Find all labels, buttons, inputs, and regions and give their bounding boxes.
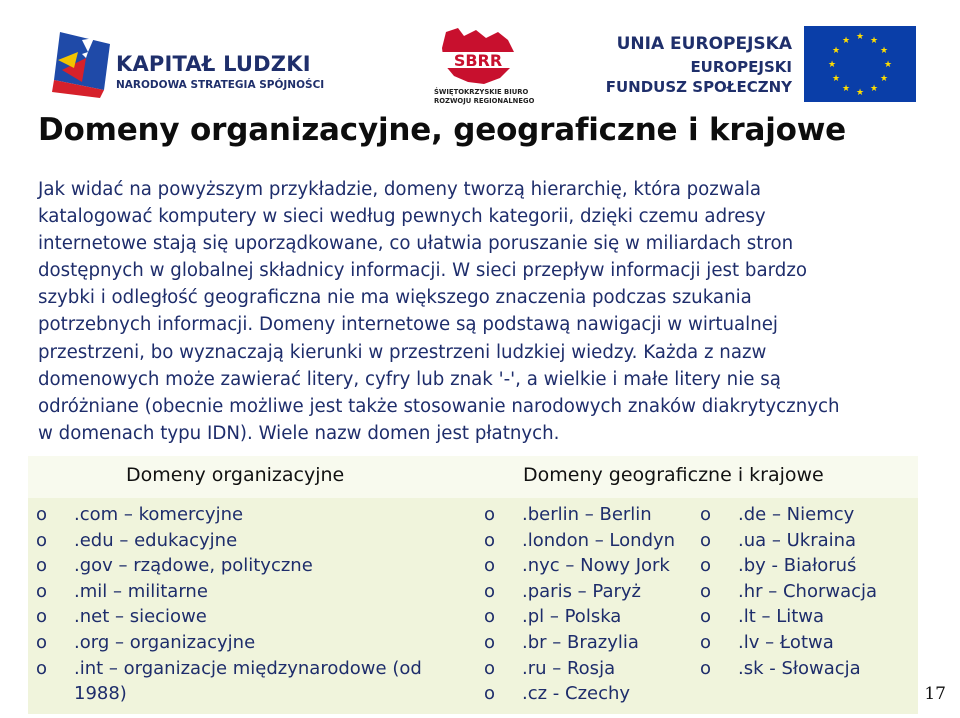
paragraph-line: odróżniane (obecnie możliwe jest także stosowanie narodowych znaków diakrytycznych [38,395,840,417]
bullet-icon: o [700,555,712,577]
list-item [700,579,877,605]
svg-text:★: ★ [879,46,889,56]
list-item [484,579,675,605]
bullet-icon: o [36,580,48,602]
list-item [700,604,877,630]
list-item-text: .ua – Ukraina [738,529,857,551]
header-geographic: Domeny geograficzne i krajowe [523,464,824,486]
bullet-icon: o [700,631,712,653]
list-item-text: .ru – Rosja [522,657,616,679]
bullet-icon: o [484,580,496,602]
table-header-row [28,456,918,498]
body-paragraph [38,176,938,447]
page-title: Domeny organizacyjne, geograficzne i krajowe [38,112,847,148]
bullet-icon: o [700,580,712,602]
list-item [484,553,675,579]
list-item-text: .gov – rządowe, polityczne [74,555,313,577]
paragraph-line: internetowe stają się uporządkowane, co ułatwia poruszanie się w miliardach stron [38,233,794,255]
paragraph-line: dostępnych w globalnej składnicy informacji. W sieci przepływ informacji jest bardzo [38,260,807,282]
list-item-text: .nyc – Nowy Jork [522,555,670,577]
bullet-icon: o [484,529,496,551]
kl-title: KAPITAŁ LUDZKI [116,52,311,76]
list-item [700,630,877,656]
paragraph-line: szybki i odległość geograficzna nie ma większego znaczenia podczas szukania [38,287,752,309]
bullet-icon: o [484,606,496,628]
list-item-text: .berlin – Berlin [522,504,652,525]
bullet-icon: o [36,631,48,653]
svg-text:★: ★ [827,60,837,70]
list-item [700,528,877,554]
list-item-text: .mil – militarne [74,580,208,602]
svg-text:★: ★ [879,74,889,84]
list-item [700,553,877,579]
list-item-text: .br – Brazylia [522,631,639,653]
list-item [484,604,675,630]
kapital-ludzki-flag-icon [52,30,112,98]
paragraph-line: w domenach typu IDN). Wiele nazw domen jest płatnych. [38,422,560,444]
list-item [36,553,454,579]
list-item [484,681,675,707]
paragraph-line: katalogować komputery w sieci według pewnych kategorii, dzięki czemu adresy [38,206,766,228]
list-item-text: .lt – Litwa [738,606,825,628]
paragraph-line: potrzebnych informacji. Domeny internetowe są podstawą nawigacji w wirtualnej [38,314,778,336]
ue-line3: FUNDUSZ SPOŁECZNY [605,78,792,96]
list-item [36,656,454,707]
list-item-text: .london – Londyn [522,529,676,551]
organizational-domains-list [36,502,454,707]
list-item [484,656,675,682]
bullet-icon: o [484,555,496,577]
bullet-icon: o [484,657,496,679]
list-item-text: .pl – Polska [522,606,622,628]
svg-text:★: ★ [869,36,879,46]
list-item-text: .by - Białoruś [738,555,857,577]
list-item-text: .org – organizacyjne [74,631,256,653]
bullet-icon: o [484,683,496,705]
bullet-icon: o [484,631,496,653]
bullet-icon: o [36,555,48,577]
list-item-text: .lv – Łotwa [738,631,834,653]
bullet-icon: o [700,529,712,551]
list-item [700,502,877,528]
list-item [700,656,877,682]
sbrr-logo [434,26,535,106]
bullet-icon: o [700,606,712,628]
svg-text:★: ★ [841,36,851,46]
list-item-text: .int – organizacje międzynarodowe (od 1988) [74,657,422,705]
bullet-icon: o [484,504,496,525]
paragraph-line: Jak widać na powyższym przykładzie, domeny tworzą hierarchię, która pozwala [38,179,762,200]
list-item [36,528,454,554]
list-item-text: .sk - Słowacja [738,657,861,679]
list-item-text: .de – Niemcy [738,504,855,525]
sbrr-text: SBRR [453,51,503,70]
bullet-icon: o [36,657,48,679]
list-item [484,502,675,528]
svg-text:★: ★ [883,60,893,70]
list-item [36,579,454,605]
bullet-icon: o [36,606,48,628]
list-item-text: .paris – Paryż [522,580,641,602]
header-organizational: Domeny organizacyjne [126,464,345,486]
eu-flag-icon [804,26,916,102]
ue-line2: EUROPEJSKI [690,58,792,76]
list-item-text: .hr – Chorwacja [738,580,878,602]
country-domains-list [700,502,877,681]
geographic-domains-list [484,502,675,707]
ue-logo [605,26,916,106]
paragraph-line: domenowych może zawierać litery, cyfry lub znak '-', a wielkie i małe litery nie są [38,368,781,390]
list-item-text: .net – sieciowe [74,606,207,628]
list-item [36,604,454,630]
ue-line1: UNIA EUROPEJSKA [616,34,792,54]
list-item [36,502,454,528]
svg-text:★: ★ [855,32,865,42]
sbrr-mark-icon [438,26,518,88]
svg-text:★: ★ [831,74,841,84]
list-item [484,630,675,656]
page-number: 17 [924,684,946,704]
svg-text:★: ★ [855,88,865,98]
list-item-text: .com – komercyjne [74,504,244,525]
paragraph-line: przestrzeni, bo wyznaczają kierunki w przestrzeni ludzkiej wiedzy. Każda z nazw [38,341,767,363]
bullet-icon: o [700,657,712,679]
svg-text:★: ★ [869,84,879,94]
kl-subtitle: NARODOWA STRATEGIA SPÓJNOŚCI [116,79,325,91]
list-item [484,528,675,554]
sbrr-line1: ŚWIĘTOKRZYSKIE BIURO [434,88,529,96]
svg-text:★: ★ [831,46,841,56]
bullet-icon: o [700,504,712,525]
list-item-text: .edu – edukacyjne [74,529,238,551]
bullet-icon: o [36,529,48,551]
svg-text:★: ★ [841,84,851,94]
domains-table [28,456,918,714]
bullet-icon: o [36,504,48,525]
kapital-ludzki-logo [52,30,325,100]
list-item-text: .cz - Czechy [522,683,631,705]
list-item [36,630,454,656]
sbrr-line2: ROZWOJU REGIONALNEGO [434,97,535,105]
